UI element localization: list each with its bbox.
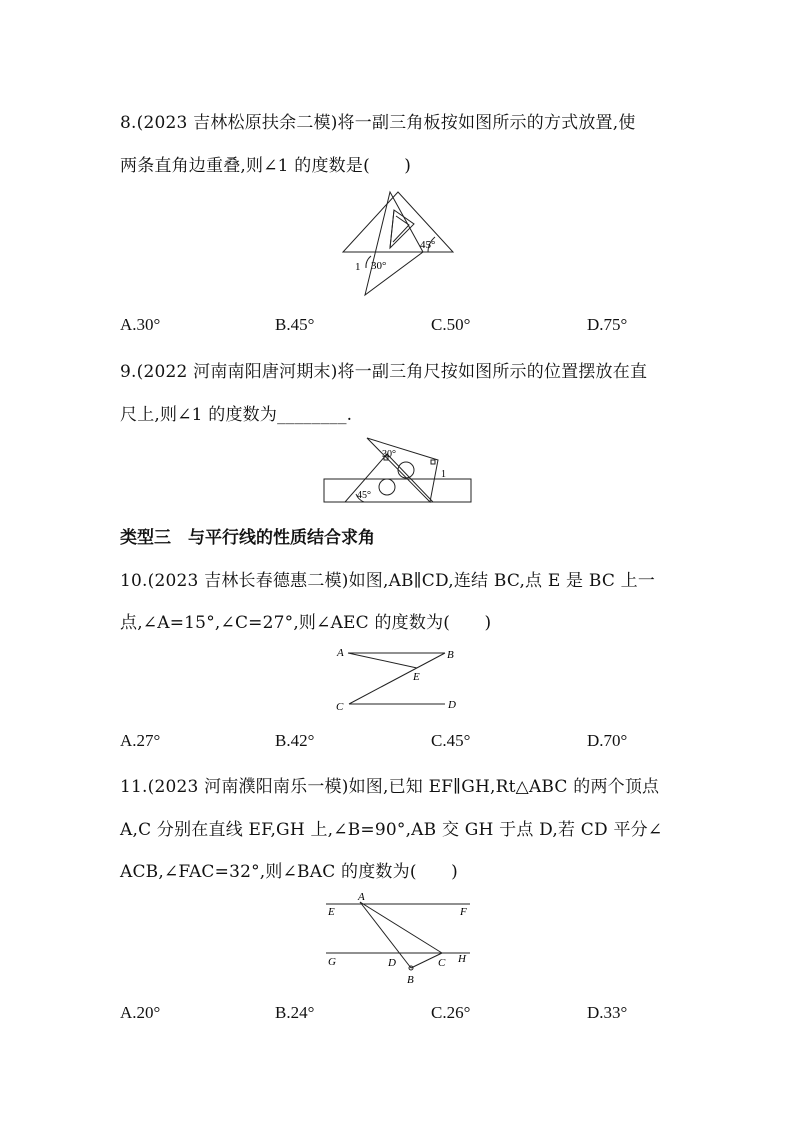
q10-line-ae bbox=[348, 653, 417, 668]
q8-option-b[interactable]: B.45° bbox=[275, 315, 315, 334]
q9-ruler bbox=[324, 479, 471, 502]
q11-point-e: E bbox=[328, 906, 335, 918]
q10-point-e: E bbox=[413, 671, 420, 683]
q11-point-f: F bbox=[460, 906, 467, 918]
q9-text-line1: 9.(2022 河南南阳唐河期末)将一副三角尺按如图所示的位置摆放在直 bbox=[120, 362, 648, 382]
q11-line-ab bbox=[360, 902, 411, 968]
q11-option-d[interactable]: D.33° bbox=[587, 1003, 628, 1022]
q10-line-bc bbox=[349, 653, 445, 704]
q8-text-line1: 8.(2023 吉林松原扶余二模)将一副三角板按如图所示的方式放置,使 bbox=[120, 113, 636, 133]
q11-point-d: D bbox=[388, 957, 396, 969]
q11-point-c: C bbox=[438, 957, 446, 969]
q10-point-d: D bbox=[448, 699, 456, 711]
q11-line-ac bbox=[360, 902, 442, 953]
q11-text-line1: 11.(2023 河南濮阳南乐一模)如图,已知 EF∥GH,Rt△ABC 的两个顶点 bbox=[120, 777, 660, 797]
q11-point-g: G bbox=[328, 956, 336, 968]
q11-point-a: A bbox=[358, 891, 365, 903]
q11-option-a[interactable]: A.20° bbox=[120, 1003, 161, 1022]
q10-point-a: A bbox=[337, 647, 344, 659]
q8-option-c[interactable]: C.50° bbox=[431, 315, 471, 334]
q11-parallel-figure bbox=[322, 890, 474, 986]
q9-angle-45-label: 45° bbox=[357, 490, 371, 501]
q11-text-line2: A,C 分别在直线 EF,GH 上,∠B=90°,AB 交 GH 于点 D,若 CD 平分∠ bbox=[120, 820, 663, 840]
q8-option-a[interactable]: A.30° bbox=[120, 315, 161, 334]
q8-angle-45-label: 45° bbox=[420, 239, 436, 251]
q10-text-line2: 点,∠A=15°,∠C=27°,则∠AEC 的度数为( ) bbox=[120, 613, 492, 633]
q10-option-a[interactable]: A.27° bbox=[120, 731, 161, 750]
q10-option-d[interactable]: D.70° bbox=[587, 731, 628, 750]
q10-option-c[interactable]: C.45° bbox=[431, 731, 471, 750]
q10-parallel-figure bbox=[333, 642, 468, 716]
q9-angle-30-label: 30° bbox=[382, 449, 396, 460]
q8-angle-1-label: 1 bbox=[355, 261, 361, 273]
q11-option-b[interactable]: B.24° bbox=[275, 1003, 315, 1022]
section-heading: 类型三 与平行线的性质结合求角 bbox=[120, 528, 375, 548]
q8-triangle-figure bbox=[338, 186, 458, 298]
q8-option-d[interactable]: D.75° bbox=[587, 315, 628, 334]
q10-text-line1: 10.(2023 吉林长春德惠二模)如图,AB∥CD,连结 BC,点 E 是 BC 上一 bbox=[120, 571, 656, 591]
q10-option-b[interactable]: B.42° bbox=[275, 731, 315, 750]
q8-45-triangle bbox=[343, 192, 453, 252]
q10-point-b: B bbox=[447, 649, 454, 661]
q9-ruler-figure bbox=[320, 432, 475, 506]
q11-point-h: H bbox=[458, 953, 466, 965]
q11-text-line3: ACB,∠FAC=32°,则∠BAC 的度数为( ) bbox=[120, 862, 458, 882]
q11-option-c[interactable]: C.26° bbox=[431, 1003, 471, 1022]
q8-angle-30-label: 30° bbox=[371, 260, 387, 272]
q8-text-line2: 两条直角边重叠,则∠1 的度数是( ) bbox=[120, 156, 412, 176]
q9-text-line2: 尺上,则∠1 的度数为________. bbox=[120, 405, 353, 425]
q11-point-b: B bbox=[407, 974, 414, 986]
q10-point-c: C bbox=[336, 701, 344, 713]
q9-angle-1-label: 1 bbox=[441, 469, 446, 480]
